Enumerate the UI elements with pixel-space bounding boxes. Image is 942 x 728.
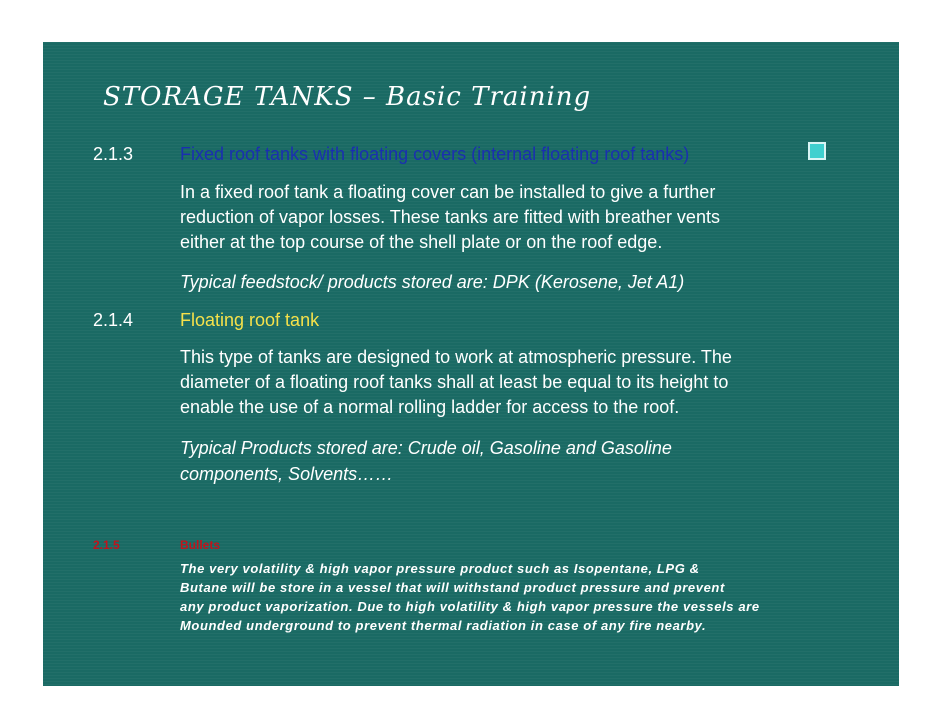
section-products-line: Typical feedstock/ products stored are: DPK (Kerosene, Jet A1): [180, 272, 685, 292]
section-body-line: Butane will be store in a vessel that will withstand product pressure and prevent: [180, 580, 725, 595]
section-number: 2.1.4: [93, 310, 134, 330]
section-body-line: any product vaporization. Due to high volatility & high vapor pressure the vessels are: [180, 599, 760, 614]
section-number: 2.1.5: [93, 538, 120, 552]
section-body-line: either at the top course of the shell plate or on the roof edge.: [180, 232, 663, 252]
section-heading: Floating roof tank: [180, 310, 320, 330]
section-products-line: components, Solvents……: [180, 464, 394, 484]
slide: [43, 42, 899, 686]
section-products-line: Typical Products stored are: Crude oil, Gasoline and Gasoline: [180, 438, 672, 458]
section-heading: Bullets: [180, 538, 221, 552]
section-body-line: This type of tanks are designed to work at atmospheric pressure. The: [180, 347, 732, 367]
section-body-line: In a fixed roof tank a floating cover can be installed to give a further: [180, 182, 716, 202]
section-body-line: enable the use of a normal rolling ladder for access to the roof.: [180, 397, 680, 417]
section-body-line: Mounded underground to prevent thermal radiation in case of any fire nearby.: [180, 618, 707, 633]
section-number: 2.1.3: [93, 144, 134, 164]
section-heading: Fixed roof tanks with floating covers (internal floating roof tanks): [180, 144, 690, 164]
section-body-line: The very volatility & high vapor pressure product such as Isopentane, LPG &: [180, 561, 700, 576]
square-marker-icon: [808, 142, 826, 160]
slide-title: STORAGE TANKS – Basic Training: [103, 82, 592, 112]
section-body-line: reduction of vapor losses. These tanks are fitted with breather vents: [180, 207, 720, 227]
section-body-line: diameter of a floating roof tanks shall at least be equal to its height to: [180, 372, 729, 392]
